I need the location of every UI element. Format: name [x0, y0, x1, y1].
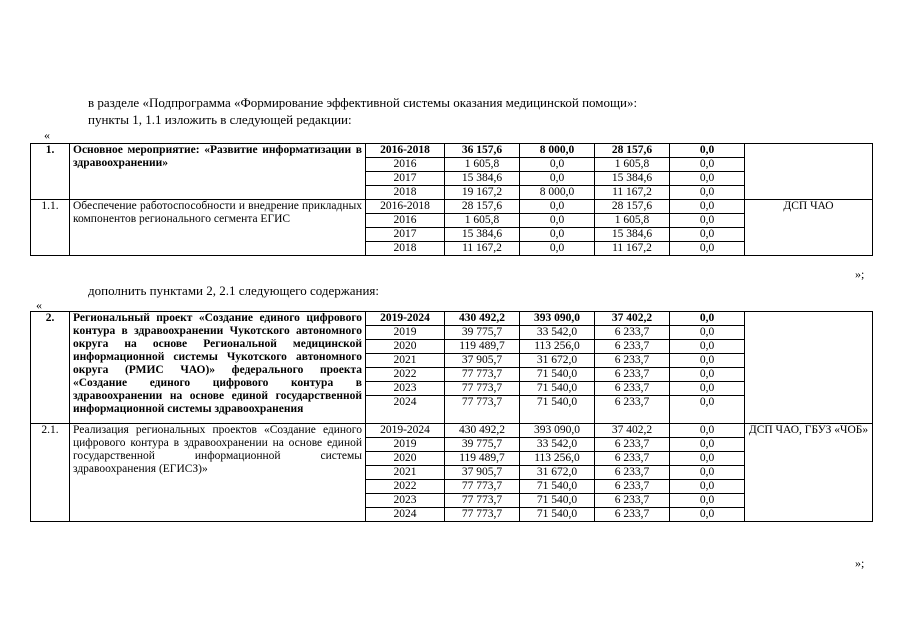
amount-cell: 0,0 [670, 144, 745, 158]
amount-cell: 0,0 [670, 326, 745, 340]
amount-cell: 15 384,6 [595, 172, 670, 186]
amount-cell: 6 233,7 [595, 438, 670, 452]
amount-cell: 0,0 [670, 368, 745, 382]
amount-cell: 77 773,7 [445, 368, 520, 382]
amount-cell: 0,0 [670, 452, 745, 466]
amount-cell: 37 402,2 [595, 424, 670, 438]
amount-cell: 1 605,8 [445, 214, 520, 228]
amount-cell: 0,0 [670, 214, 745, 228]
item-description: Реализация региональных проектов «Создание единого цифрового контура в здравоохранении на основе единой государственной информационной системы здравоохранения (ЕГИСЗ)» [70, 424, 366, 522]
amount-cell: 0,0 [670, 228, 745, 242]
amount-cell: 0,0 [670, 242, 745, 256]
amount-cell: 71 540,0 [520, 480, 595, 494]
amount-cell: 1 605,8 [595, 214, 670, 228]
amount-cell: 6 233,7 [595, 452, 670, 466]
amount-cell: 0,0 [670, 200, 745, 214]
amount-cell: 77 773,7 [445, 508, 520, 522]
item-number: 2. [31, 312, 70, 424]
quote-open-1: « [44, 128, 50, 142]
amount-cell: 6 233,7 [595, 340, 670, 354]
table-row [31, 312, 873, 326]
amount-cell: 11 167,2 [595, 242, 670, 256]
period-cell: 2020 [366, 452, 445, 466]
period-cell: 2021 [366, 466, 445, 480]
period-cell: 2024 [366, 396, 445, 424]
table-1 [30, 143, 873, 256]
amount-cell: 6 233,7 [595, 368, 670, 382]
amount-cell: 6 233,7 [595, 466, 670, 480]
period-cell: 2016-2018 [366, 144, 445, 158]
table-1-body [31, 144, 873, 256]
period-cell: 2019 [366, 438, 445, 452]
executor-cell: ДСП ЧАО [745, 200, 873, 256]
amount-cell: 6 233,7 [595, 326, 670, 340]
amount-cell: 6 233,7 [595, 508, 670, 522]
amount-cell: 28 157,6 [595, 200, 670, 214]
quote-open-2: « [36, 298, 42, 312]
amount-cell: 0,0 [520, 242, 595, 256]
amount-cell: 0,0 [670, 396, 745, 424]
amount-cell: 6 233,7 [595, 480, 670, 494]
amount-cell: 0,0 [670, 508, 745, 522]
amount-cell: 36 157,6 [445, 144, 520, 158]
amount-cell: 113 256,0 [520, 340, 595, 354]
middle-text: дополнить пунктами 2, 2.1 следующего содержания: [88, 283, 380, 298]
amount-cell: 71 540,0 [520, 494, 595, 508]
period-cell: 2018 [366, 186, 445, 200]
amount-cell: 119 489,7 [445, 340, 520, 354]
period-cell: 2023 [366, 494, 445, 508]
amount-cell: 0,0 [670, 172, 745, 186]
amount-cell: 39 775,7 [445, 326, 520, 340]
amount-cell: 393 090,0 [520, 424, 595, 438]
amount-cell: 39 775,7 [445, 438, 520, 452]
amount-cell: 77 773,7 [445, 480, 520, 494]
amount-cell: 0,0 [670, 494, 745, 508]
amount-cell: 77 773,7 [445, 382, 520, 396]
amount-cell: 6 233,7 [595, 494, 670, 508]
amount-cell: 0,0 [670, 438, 745, 452]
quote-close-2: »; [855, 556, 865, 570]
amount-cell: 0,0 [670, 382, 745, 396]
period-cell: 2016 [366, 158, 445, 172]
period-cell: 2022 [366, 368, 445, 382]
period-cell: 2016 [366, 214, 445, 228]
intro-line-1: в разделе «Подпрограмма «Формирование эффективной системы оказания медицинской помощи»: [88, 95, 638, 110]
amount-cell: 37 905,7 [445, 354, 520, 368]
amount-cell: 11 167,2 [595, 186, 670, 200]
period-cell: 2020 [366, 340, 445, 354]
amount-cell: 0,0 [670, 312, 745, 326]
amount-cell: 15 384,6 [595, 228, 670, 242]
amount-cell: 77 773,7 [445, 494, 520, 508]
amount-cell: 1 605,8 [595, 158, 670, 172]
intro-line-2: пункты 1, 1.1 изложить в следующей редакции: [88, 112, 352, 127]
amount-cell: 0,0 [670, 158, 745, 172]
amount-cell: 393 090,0 [520, 312, 595, 326]
executor-cell [745, 312, 873, 424]
amount-cell: 0,0 [520, 228, 595, 242]
period-cell: 2021 [366, 354, 445, 368]
period-cell: 2022 [366, 480, 445, 494]
amount-cell: 6 233,7 [595, 354, 670, 368]
period-cell: 2023 [366, 382, 445, 396]
amount-cell: 0,0 [520, 172, 595, 186]
item-number: 1.1. [31, 200, 70, 256]
amount-cell: 8 000,0 [520, 186, 595, 200]
amount-cell: 0,0 [520, 158, 595, 172]
amount-cell: 113 256,0 [520, 452, 595, 466]
amount-cell: 37 905,7 [445, 466, 520, 480]
amount-cell: 71 540,0 [520, 368, 595, 382]
item-description: Обеспечение работоспособности и внедрение прикладных компонентов регионального сегмента ЕГИС [70, 200, 366, 256]
amount-cell: 1 605,8 [445, 158, 520, 172]
period-cell: 2024 [366, 508, 445, 522]
table-row [31, 424, 873, 438]
amount-cell: 28 157,6 [595, 144, 670, 158]
amount-cell: 0,0 [670, 466, 745, 480]
amount-cell: 71 540,0 [520, 382, 595, 396]
amount-cell: 0,0 [670, 186, 745, 200]
amount-cell: 0,0 [670, 354, 745, 368]
amount-cell: 37 402,2 [595, 312, 670, 326]
period-cell: 2017 [366, 172, 445, 186]
period-cell: 2017 [366, 228, 445, 242]
amount-cell: 33 542,0 [520, 438, 595, 452]
period-cell: 2019 [366, 326, 445, 340]
item-description: Основное мероприятие: «Развитие информатизации в здравоохранении» [70, 144, 366, 200]
executor-cell: ДСП ЧАО, ГБУЗ «ЧОБ» [745, 424, 873, 522]
amount-cell: 33 542,0 [520, 326, 595, 340]
amount-cell: 28 157,6 [445, 200, 520, 214]
quote-close-1: »; [855, 267, 865, 281]
amount-cell: 0,0 [670, 340, 745, 354]
table-row [31, 200, 873, 214]
amount-cell: 0,0 [520, 214, 595, 228]
amount-cell: 0,0 [520, 200, 595, 214]
amount-cell: 0,0 [670, 424, 745, 438]
table-2 [30, 311, 873, 522]
amount-cell: 31 672,0 [520, 354, 595, 368]
period-cell: 2019-2024 [366, 312, 445, 326]
executor-cell [745, 144, 873, 200]
period-cell: 2019-2024 [366, 424, 445, 438]
amount-cell: 15 384,6 [445, 228, 520, 242]
item-description: Региональный проект «Создание единого цифрового контура в здравоохранении Чукотского автономного округа на основе Региональной медицинской информационной системы Чукотского автономного округа (РМИС ЧАО)» федерального проекта «Создание единого цифрового контура в здравоохранении на основе единой государственной информационной системы здравоохранения [70, 312, 366, 424]
amount-cell: 11 167,2 [445, 242, 520, 256]
amount-cell: 430 492,2 [445, 312, 520, 326]
amount-cell: 119 489,7 [445, 452, 520, 466]
item-number: 1. [31, 144, 70, 200]
amount-cell: 6 233,7 [595, 382, 670, 396]
amount-cell: 6 233,7 [595, 396, 670, 424]
amount-cell: 15 384,6 [445, 172, 520, 186]
item-number: 2.1. [31, 424, 70, 522]
table-row [31, 144, 873, 158]
amount-cell: 31 672,0 [520, 466, 595, 480]
amount-cell: 19 167,2 [445, 186, 520, 200]
amount-cell: 430 492,2 [445, 424, 520, 438]
amount-cell: 77 773,7 [445, 396, 520, 424]
amount-cell: 0,0 [670, 480, 745, 494]
period-cell: 2018 [366, 242, 445, 256]
amount-cell: 71 540,0 [520, 396, 595, 424]
amount-cell: 8 000,0 [520, 144, 595, 158]
period-cell: 2016-2018 [366, 200, 445, 214]
amount-cell: 71 540,0 [520, 508, 595, 522]
table-2-body [31, 312, 873, 522]
